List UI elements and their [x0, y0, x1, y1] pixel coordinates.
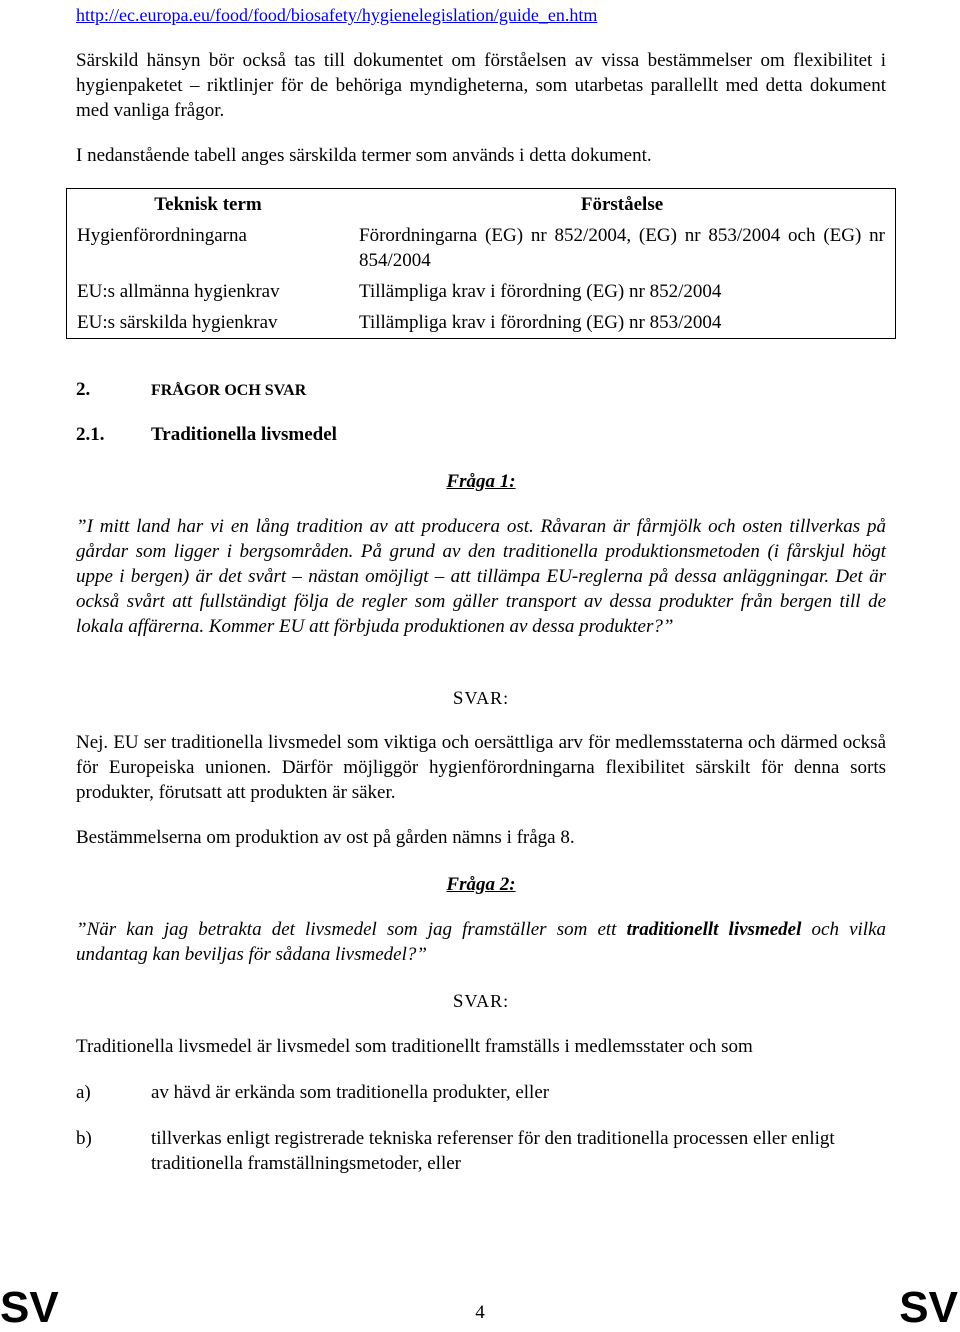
- definition-cell: Tillämpliga krav i förordning (EG) nr 853/2004: [359, 312, 722, 333]
- source-link[interactable]: http://ec.europa.eu/food/food/biosafety/hygienelegislation/guide_en.htm: [76, 5, 598, 25]
- question-label: Fråga 2:: [446, 874, 516, 895]
- answer-label-rest: VAR:: [464, 688, 510, 708]
- section-title: FRÅGOR OCH SVAR: [151, 382, 307, 399]
- answer-1-paragraph: Nej. EU ser traditionella livsmedel som viktiga och oersättliga arv för medlemsstaterna och därmed också för Europeiska unionen. Därför möjliggör hygienförordningarna flexibilitet särskilt för denna sorts produkter, förutsatt att produkten är säker.: [76, 732, 886, 803]
- footer-language-right: SV: [899, 1283, 958, 1332]
- answer-label-initial: S: [452, 991, 465, 1012]
- answer-label-rest: VAR:: [464, 991, 510, 1011]
- header-technical-term: Teknisk term: [154, 194, 262, 215]
- definition-cell: Tillämpliga krav i förordning (EG) nr 852/2004: [359, 281, 722, 302]
- table-intro-paragraph: I nedanstående tabell anges särskilda termer som används i detta dokument.: [76, 145, 652, 166]
- question-text-emphasis: traditionellt livsmedel: [626, 919, 802, 940]
- intro-paragraph: Särskild hänsyn bör också tas till dokumentet om förståelsen av vissa bestämmelser om flexibilitet i hygienpaketet – riktlinjer för de behöriga myndigheterna, som utarbetas parallellt med detta dokument med vanliga frågor.: [76, 50, 886, 121]
- section-title: Traditionella livsmedel: [151, 424, 337, 445]
- list-item-text: tillverkas enligt registrerade tekniska referenser för den traditionella processen eller enligt traditionella framställningsmetoder, eller: [151, 1128, 835, 1174]
- list-item-label: a): [76, 1082, 91, 1103]
- section-heading-2-1: [76, 422, 337, 447]
- term-cell: EU:s särskilda hygienkrav: [77, 312, 278, 333]
- table-row: [67, 276, 896, 307]
- page-number: 4: [475, 1302, 485, 1323]
- list-item-text: av hävd är erkända som traditionella produkter, eller: [151, 1082, 550, 1103]
- section-number: 2.1.: [76, 424, 105, 445]
- section-number: 2.: [76, 379, 91, 400]
- question-2-heading: [76, 872, 886, 897]
- list-item: [76, 1080, 886, 1105]
- question-text-part: och vilka undantag kan beviljas för sådana livsmedel?”: [76, 919, 887, 965]
- table-row: [67, 307, 896, 339]
- table-row: [67, 220, 896, 276]
- section-heading-2: [76, 377, 306, 403]
- term-cell: Hygienförordningarna: [77, 225, 247, 246]
- list-item-label: b): [76, 1128, 92, 1149]
- list-item: [76, 1126, 886, 1176]
- term-cell: EU:s allmänna hygienkrav: [77, 281, 280, 302]
- answer-label-initial: S: [452, 688, 465, 709]
- answer-1-reference: Bestämmelserna om produktion av ost på gården nämns i fråga 8.: [76, 827, 575, 848]
- answer-2-paragraph: Traditionella livsmedel är livsmedel som traditionellt framställs i medlemsstater och som: [76, 1036, 753, 1057]
- table-header-row: [67, 189, 896, 221]
- question-2-text: [76, 917, 886, 967]
- terms-table: [66, 188, 896, 339]
- definition-cell: Förordningarna (EG) nr 852/2004, (EG) nr 853/2004 och (EG) nr 854/2004: [359, 225, 885, 271]
- question-label: Fråga 1:: [446, 471, 516, 492]
- header-understanding: Förståelse: [580, 194, 664, 215]
- question-1-text: ”I mitt land har vi en lång tradition av att producera ost. Råvaran är fårmjölk och osten tillverkas på gårdar som ligger i bergsområden. På grund av den traditionella produktionsmetoden (i fårskjul högt uppe i bergen) är det svårt – nästan omöjligt – att tillämpa EU-reglerna på dessa anläggningar. Det är också svårt att fullständigt följa de regler som gäller transport av dessa produkter från bergen till de lokala affärerna. Kommer EU att förbjuda produktionen av dessa produkter?”: [76, 516, 886, 637]
- question-text-part: ”När kan jag betrakta det livsmedel som jag framställer som ett: [76, 919, 627, 940]
- answer-2-heading: [76, 989, 886, 1014]
- footer-language-left: SV: [0, 1283, 59, 1332]
- answer-1-heading: [76, 686, 886, 711]
- question-1-heading: [76, 469, 886, 494]
